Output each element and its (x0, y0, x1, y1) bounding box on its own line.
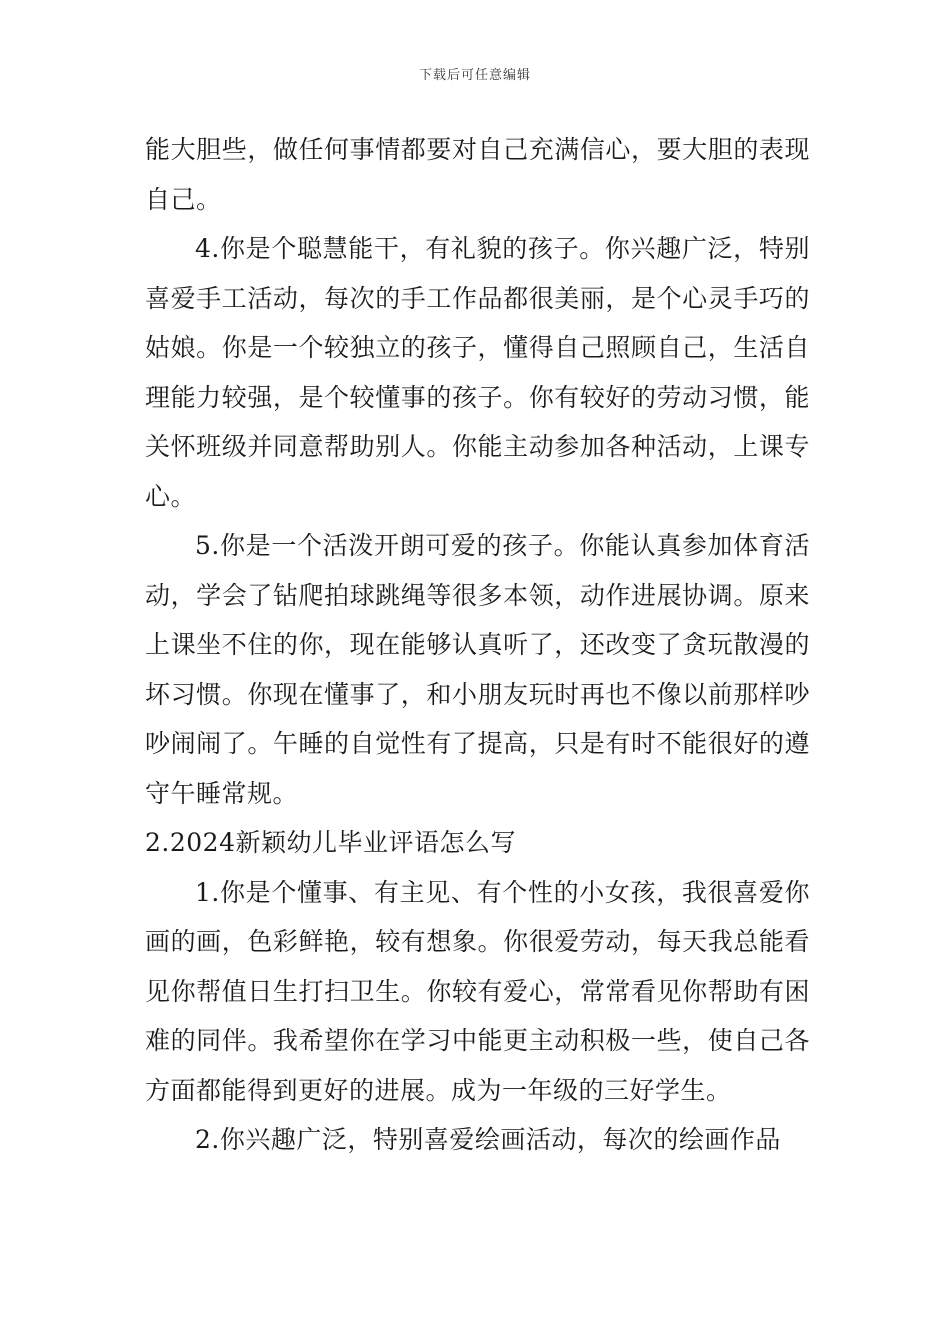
paragraph-item-4: 4.你是个聪慧能干，有礼貌的孩子。你兴趣广泛，特别喜爱手工活动，每次的手工作品都很美丽，是个心灵手巧的姑娘。你是一个较独立的孩子，懂得自己照顾自己，生活自理能力较强，是个较懂事的孩子。你有较好的劳动习惯，能关怀班级并同意帮助别人。你能主动参加各种活动，上课专心。 (145, 234, 810, 511)
section-heading: 2.2024新颖幼儿毕业评语怎么写 (145, 828, 516, 857)
paragraph-continued: 能大胆些，做任何事情都要对自己充满信心，要大胆的表现自己。 (145, 135, 810, 214)
paragraph-section2-item-1: 1.你是个懂事、有主见、有个性的小女孩，我很喜爱你画的画，色彩鲜艳，较有想象。你很爱劳动，每天我总能看见你帮值日生打扫卫生。你较有爱心，常常看见你帮助有困难的同伴。我希望你在学习中能更主动积极一些，使自己各方面都能得到更好的进展。成为一年级的三好学生。 (145, 877, 810, 1105)
paragraph-section2-item-2: 2.你兴趣广泛，特别喜爱绘画活动，每次的绘画作品 (195, 1125, 781, 1154)
paragraph-item-5: 5.你是一个活泼开朗可爱的孩子。你能认真参加体育活动，学会了钻爬拍球跳绳等很多本领，动作进展协调。原来上课坐不住的你，现在能够认真听了，还改变了贪玩散漫的坏习惯。你现在懂事了，和小朋友玩时再也不像以前那样吵吵闹闹了。午睡的自觉性有了提高，只是有时不能很好的遵守午睡常规。 (145, 531, 810, 808)
document-body (145, 125, 810, 1165)
page-header: 下载后可任意编辑 (418, 68, 531, 83)
